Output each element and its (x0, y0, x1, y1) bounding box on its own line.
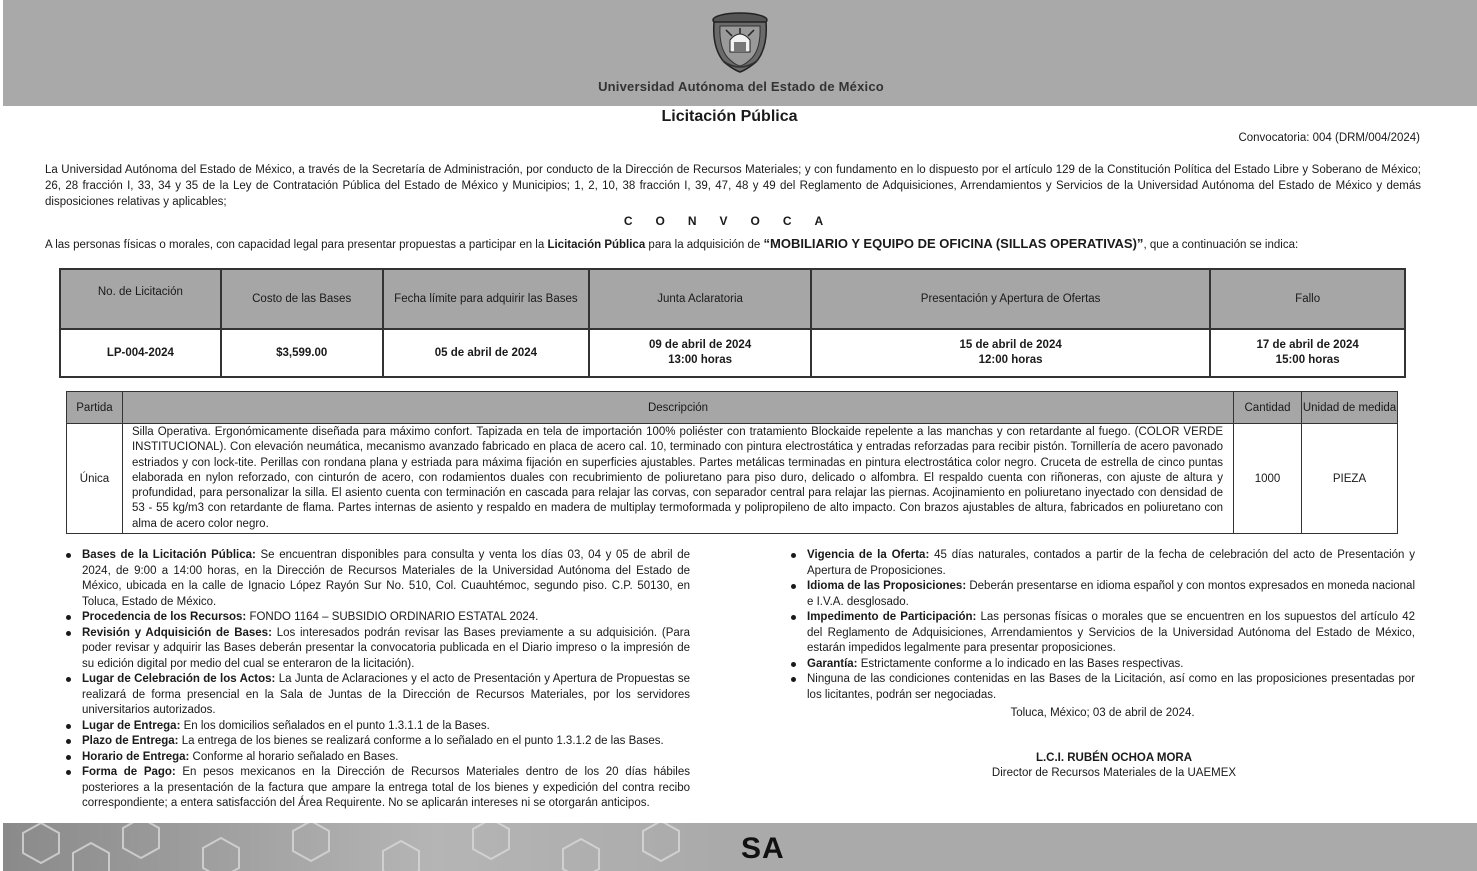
header-costo: Costo de las Bases (221, 269, 383, 329)
cell-presentacion (811, 329, 1210, 377)
list-item: Revisión y Adquisición de Bases: Los interesados podrán revisar las Bases previamente a su adquisición. (Para poder revisar y adquirir las Bases deberán presentar la convocatoria publicada en el Diario impreso o la impresión de su edición digital por medio del cual se enteraron de la licitación). (65, 626, 690, 673)
cell-descripcion: Silla Operativa. Ergonómicamente diseñada para máximo confort. Tapizada en tela de importación 100% poliéster con tratamiento Blockaide repelente a las manchas y con retardante al fuego. (COLOR VERDE INSTITUCIONAL). Con elevación neumática, mecanismo avanzado fabricado en placa de acero cal. 10, terminado con pintura electrostática y entradas reforzadas para recibir pistón. Tornillería de acero pavonado estriados y con lock-tite. Perillas con rondana plana y estriada para máxima fijación en superficies ajustables. Partes metálicas terminadas en pintura electrostática color negro. Cruceta de estrella de cinco puntas elaborada en nylon reforzado, con cinturón de acero, con rodamientos duales con recubrimiento de poliuretano para piso duro, delicado o alfombra. El respaldo cuenta con riñoneras, con ajuste de altura y profundidad, para personalizar la silla. El asiento cuenta con terminación en cascada para relajar las corvas, con separador central para relajar las piernas. Acojinamiento en poliuretano inyectado con densidad de 53 - 55 kg/m3 con retardante de flama. Partes internas de asiento y respaldo en madera de multiplay termoformada y polipropileno de alto impacto. Con brazos ajustables de altura, fabricados en poliuretano con alma de acero color negro. (122, 424, 1233, 534)
university-name: Universidad Autónoma del Estado de México (598, 79, 884, 94)
hexagon-pattern-icon (3, 823, 723, 871)
header-junta: Junta Aclaratoria (589, 269, 811, 329)
place-date: Toluca, México; 03 de abril de 2024. (1010, 707, 1195, 719)
cell-cantidad: 1000 (1234, 424, 1302, 534)
header-partida: Partida (67, 392, 123, 424)
presentacion-fecha: 15 de abril de 2024 (959, 339, 1062, 351)
list-item: Horario de Entrega: Conforme al horario señalado en Bases. (65, 750, 690, 766)
fallo-fecha: 17 de abril de 2024 (1256, 339, 1359, 351)
invite-text-3: , que a continuación se indica: (1143, 239, 1299, 251)
header-no-licitacion: No. de Licitación (60, 269, 221, 329)
list-item: Ninguna de las condiciones contenidas en las Bases de la Licitación, así como en las proposiciones presentadas por los licitantes, podrán ser negociadas. (790, 672, 1415, 703)
cell-unidad: PIEZA (1302, 424, 1398, 534)
list-item: Idioma de las Proposiciones: Deberán presentarse en idioma español y con montos expresados en moneda nacional e I.V.A. desglosado. (790, 579, 1415, 610)
invite-bold-2: “MOBILIARIO Y EQUIPO DE OFICINA (SILLAS OPERATIVAS)” (763, 236, 1144, 251)
signature-title: Director de Recursos Materiales de la UAEMEX (991, 767, 1237, 779)
list-item: Forma de Pago: En pesos mexicanos en la Dirección de Recursos Materiales dentro de los 20 días hábiles posteriores a la presentación de la factura que ampare la entrega total de los bienes y expedición del contra recibo correspondiente; a entera satisfacción del Área Requirente. No se aplicarán intereses ni se otorgarán anticipos. (65, 765, 690, 812)
header-fecha-limite: Fecha límite para adquirir las Bases (383, 269, 590, 329)
invite-paragraph (45, 236, 1435, 253)
junta-hora: 13:00 horas (668, 354, 733, 366)
schedule-header-row (60, 269, 1405, 329)
conditions-right (790, 548, 1415, 703)
intro-paragraph: La Universidad Autónoma del Estado de México, a través de la Secretaría de Administración, por conducto de la Dirección de Recursos Materiales; y con fundamento en lo dispuesto por el artículo 129 de la Constitución Política del Estado Libre y Soberano de México; 26, 28 fracción I, 33, 34 y 35 de la Ley de Contratación Pública del Estado de México y Municipios; 1, 2, 10, 38 fracción I, 39, 47, 48 y 49 del Reglamento de Adquisiciones, Arrendamientos y Servicios de la Universidad Autónoma del Estado de México y demás disposiciones relativas y aplicables; (45, 164, 1421, 208)
schedule-row (60, 329, 1405, 377)
presentacion-hora: 12:00 horas (978, 354, 1043, 366)
convocatoria-number: Convocatoria: 004 (DRM/004/2024) (1238, 132, 1420, 144)
list-item: Procedencia de los Recursos: FONDO 1164 – SUBSIDIO ORDINARIO ESTATAL 2024. (65, 610, 690, 626)
footer-code: SA (741, 832, 785, 865)
page-title: Licitación Pública (661, 108, 798, 125)
invite-text-2: para la adquisición de (645, 239, 764, 251)
items-table (66, 391, 1398, 534)
header-cantidad: Cantidad (1234, 392, 1302, 424)
university-seal-icon (704, 8, 776, 74)
header-fallo: Fallo (1210, 269, 1405, 329)
list-item: Garantía: Estrictamente conforme a lo indicado en las Bases respectivas. (790, 657, 1415, 673)
signature-name: L.C.I. RUBÉN OCHOA MORA (1035, 752, 1193, 764)
list-item: Bases de la Licitación Pública: Se encuentran disponibles para consulta y venta los días 03, 04 y 05 de abril de 2024, de 9:00 a 14:00 horas, en la Dirección de Recursos Materiales de la Universidad Autónoma del Estado de México, ubicada en la calle de Ignacio López Rayón Sur No. 510, Col. Cuauhtémoc, segundo piso. C.P. 50130, en Toluca, Estado de México. (65, 548, 690, 610)
cell-junta (589, 329, 811, 377)
items-row (67, 424, 1398, 534)
header-unidad: Unidad de medida (1302, 392, 1398, 424)
cell-fecha-limite: 05 de abril de 2024 (383, 329, 590, 377)
cell-partida: Única (67, 424, 123, 534)
cell-numero: LP-004-2024 (60, 329, 221, 377)
list-item: Plazo de Entrega: La entrega de los bienes se realizará conforme a lo señalado en el punto 1.3.1.2 de las Bases. (65, 734, 690, 750)
cell-fallo (1210, 329, 1405, 377)
invite-text-1: A las personas físicas o morales, con capacidad legal para presentar propuestas a participar en la (45, 239, 548, 251)
junta-fecha: 09 de abril de 2024 (648, 339, 752, 351)
cell-costo: $3,599.00 (221, 329, 383, 377)
list-item: Impedimento de Participación: Las personas físicas o morales que se encuentren en los supuestos del artículo 42 del Reglamento de Adquisiciones, Arrendamientos y Servicios de la Universidad Autónoma del Estado de México, estarán impedidos legalmente para presentar proposiciones. (790, 610, 1415, 657)
schedule-table (59, 268, 1406, 378)
header-descripcion: Descripción (122, 392, 1233, 424)
list-item: Lugar de Celebración de los Actos: La Junta de Aclaraciones y el acto de Presentación y Apertura de Propuestas se realizará de forma presencial en la Sala de Juntas de la Dirección de Recursos Materiales, por los servidores universitarios autorizados. (65, 672, 690, 719)
list-item: Vigencia de la Oferta: 45 días naturales, contados a partir de la fecha de celebración del acto de Presentación y Apertura de Proposiciones. (790, 548, 1415, 579)
footer-band (3, 823, 1477, 871)
invite-bold-1: Licitación Pública (547, 239, 646, 251)
header-presentacion: Presentación y Apertura de Ofertas (811, 269, 1210, 329)
convoca-heading: CONVOCA (623, 214, 847, 228)
fallo-hora: 15:00 horas (1275, 354, 1340, 366)
items-header-row (67, 392, 1398, 424)
list-item: Lugar de Entrega: En los domicilios señalados en el punto 1.3.1.1 de la Bases. (65, 719, 690, 735)
conditions-left (65, 548, 690, 812)
